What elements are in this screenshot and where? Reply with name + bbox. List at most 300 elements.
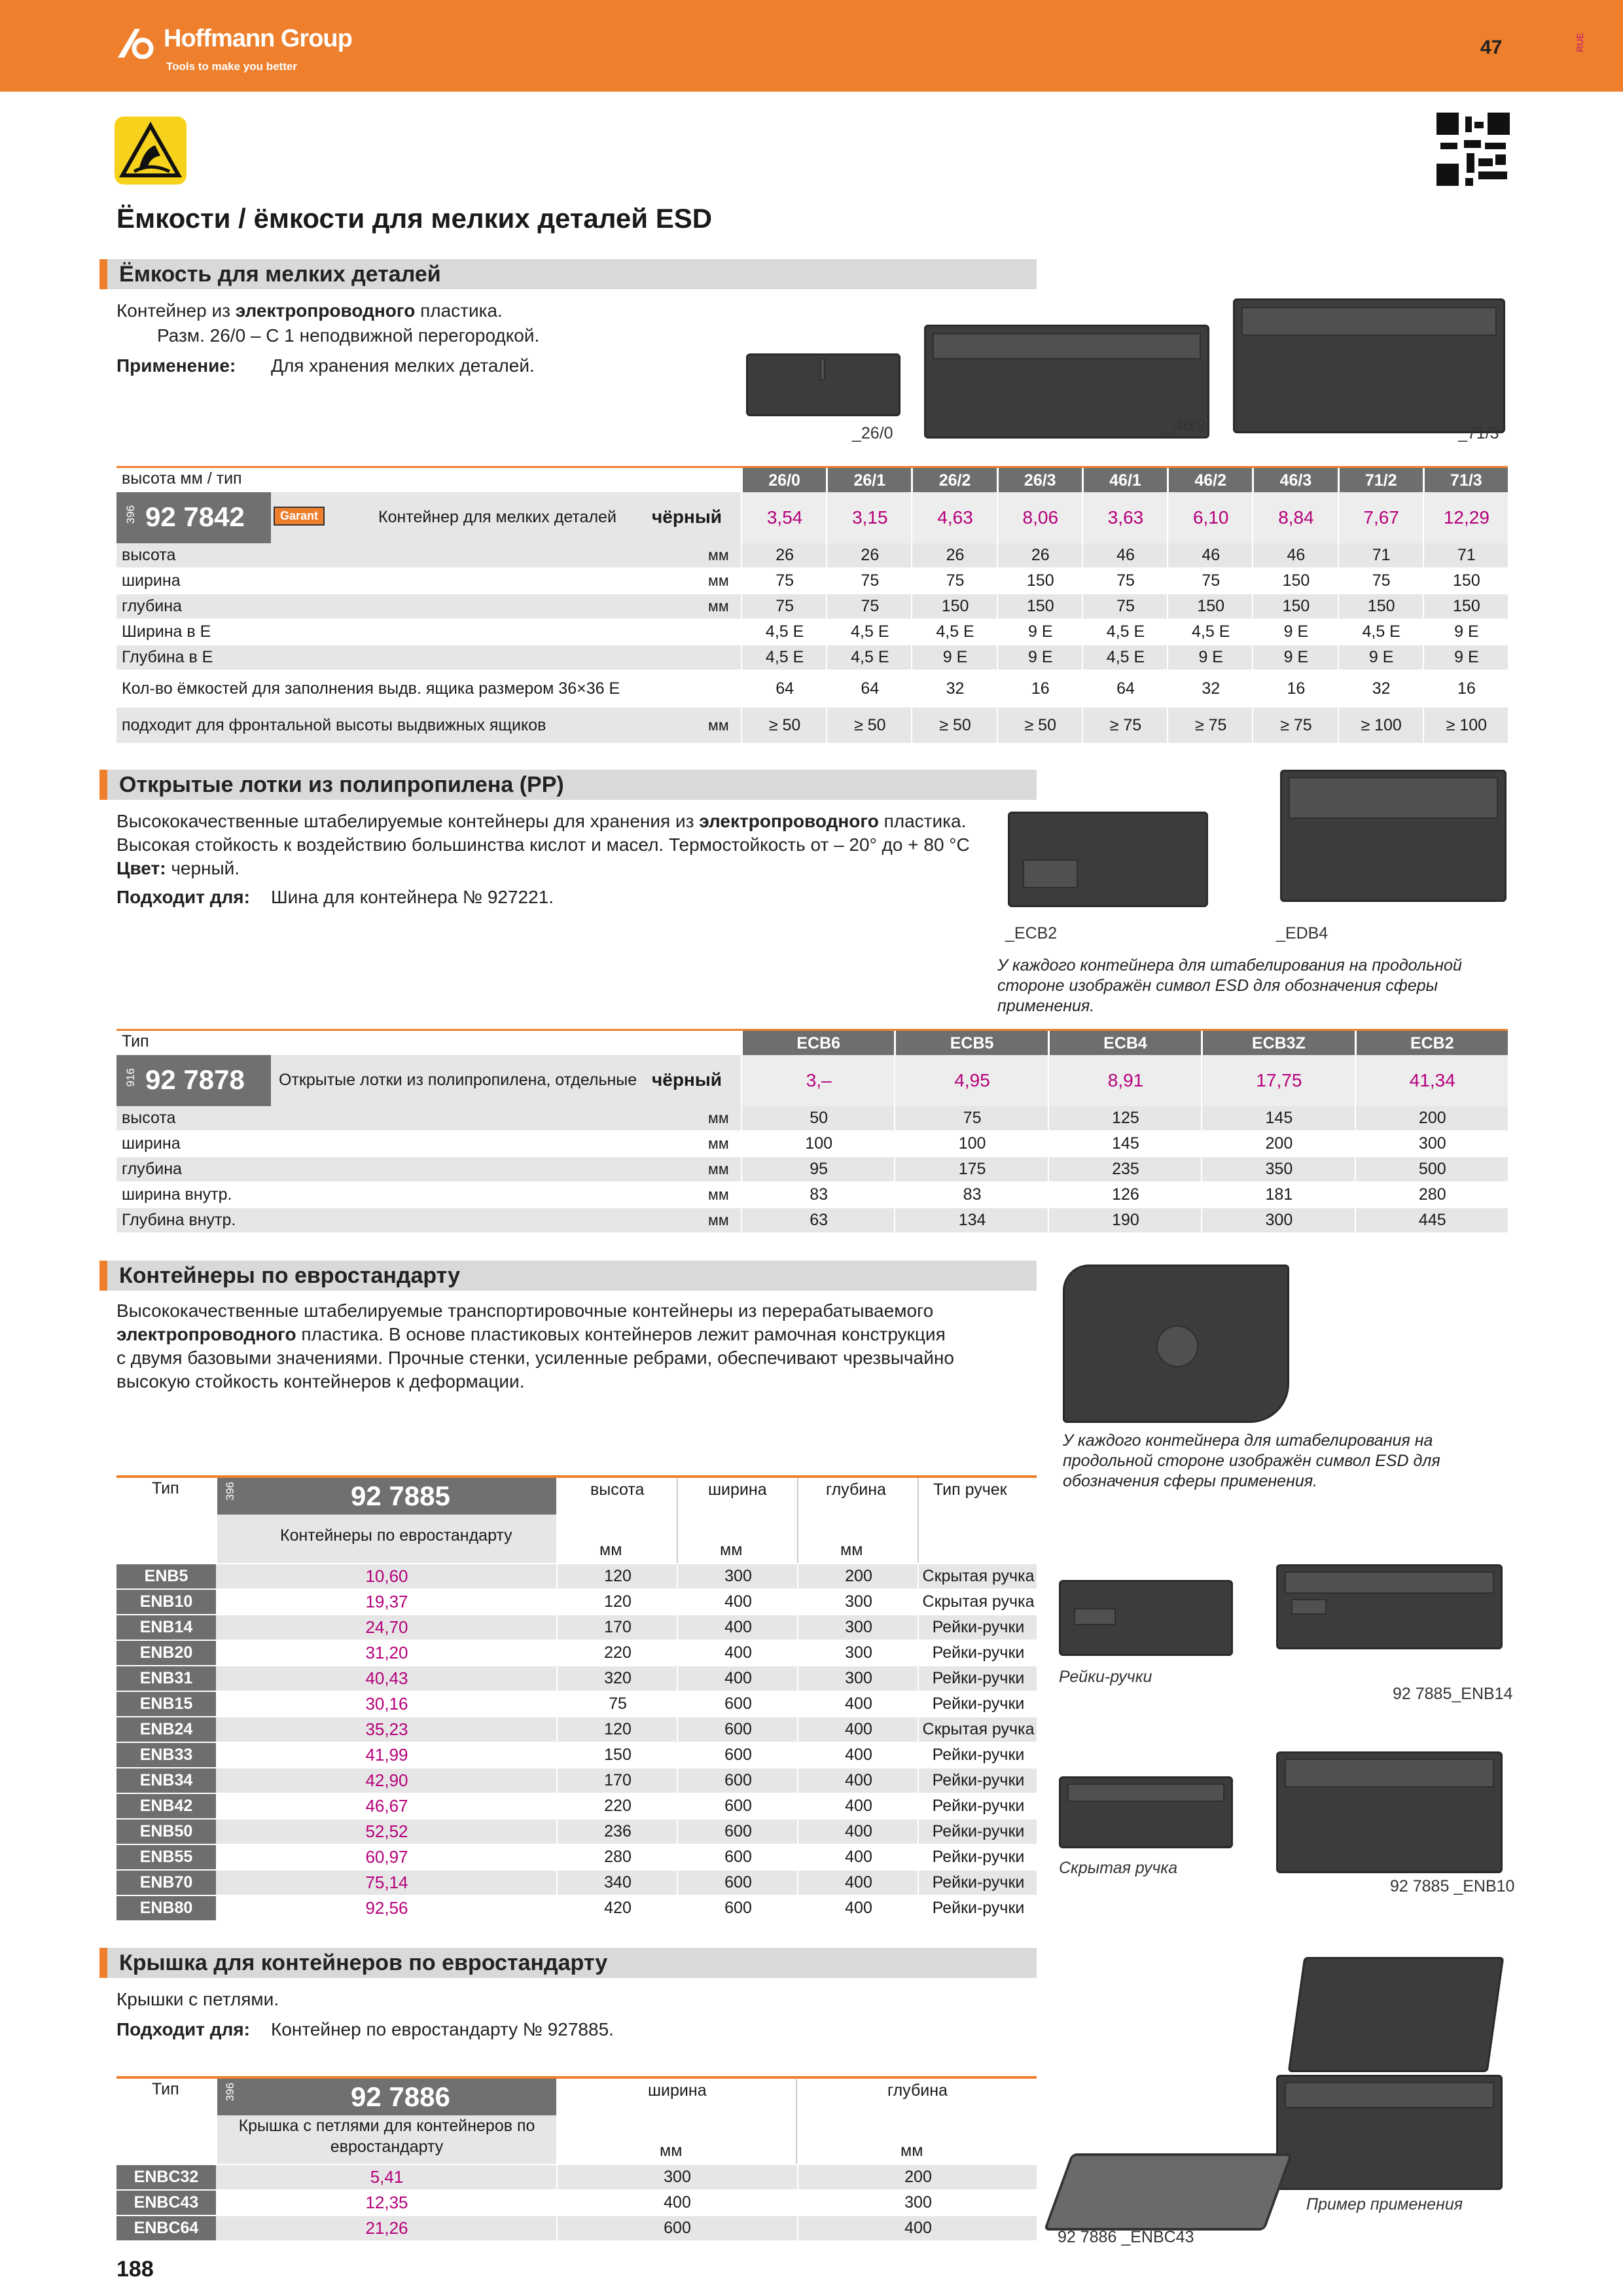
row-width: 600 — [677, 1717, 798, 1742]
caption-46-2: _46/2 — [1165, 416, 1206, 435]
code-prefix: 396 — [224, 1482, 236, 1501]
row-type: ENBC64 — [116, 2216, 216, 2240]
table-row — [116, 1564, 1037, 1588]
unit-mm: мм — [840, 1541, 863, 1559]
price-cell: 7,67 — [1338, 492, 1424, 543]
col-depth: глубина — [887, 2081, 948, 2100]
spec-row — [116, 1132, 1508, 1157]
spec-value: 9 E — [1338, 645, 1424, 670]
spec-label: высота — [122, 1109, 176, 1127]
caption-edb4: _EDB4 — [1276, 924, 1329, 942]
row-width: 300 — [677, 1564, 798, 1588]
spec-row — [116, 708, 1508, 744]
article-number: 92 7842 — [145, 501, 245, 532]
hidden-handle-image — [1059, 1776, 1233, 1848]
row-price: 5,41 — [370, 2167, 404, 2187]
row-type: ENBC43 — [116, 2191, 216, 2215]
spec-unit: мм — [708, 572, 729, 589]
spec-value: 9 E — [1423, 645, 1509, 670]
spec-unit: мм — [708, 1109, 729, 1126]
spec-value: ≥ 75 — [1252, 708, 1338, 743]
esd-warning-icon — [115, 117, 187, 185]
spec-row — [116, 1157, 1508, 1183]
spec-row — [116, 594, 1508, 620]
spec-row — [116, 543, 1508, 569]
s2-line1: Высококачественные штабелируемые контейнеры для хранения из электропроводного пластика. — [116, 811, 967, 831]
table-row — [116, 1641, 1037, 1665]
row-depth: 400 — [797, 1794, 919, 1818]
spec-value: 100 — [741, 1132, 895, 1156]
row-height: 340 — [556, 1871, 678, 1895]
spec-value: 32 — [1338, 671, 1424, 706]
spec-value: 235 — [1048, 1157, 1202, 1181]
column-header: 46/1 — [1084, 468, 1167, 493]
row-type: ENB33 — [116, 1743, 216, 1767]
spec-label: ширина — [122, 571, 181, 590]
column-header: 46/3 — [1254, 468, 1337, 493]
row-width: 600 — [556, 2216, 797, 2240]
spec-value: ≥ 100 — [1423, 708, 1509, 743]
row-width: 600 — [677, 1845, 798, 1869]
section-accent — [99, 1261, 107, 1291]
s1-line2: Разм. 26/0 – С 1 неподвижной перегородкой. — [157, 325, 540, 346]
caption-rail-handles: Рейки-ручки — [1059, 1668, 1152, 1686]
row-height: 280 — [556, 1845, 678, 1869]
eurocontainer-detail-image — [1063, 1265, 1289, 1423]
section-accent — [99, 1948, 107, 1978]
row-height: 170 — [556, 1768, 678, 1793]
row-height: 120 — [556, 1590, 678, 1614]
s2-line4-value: Шина для контейнера № 927221. — [271, 887, 554, 907]
column-header: 26/3 — [999, 468, 1082, 493]
row-depth: 200 — [797, 2165, 1038, 2189]
caption-enb10: 92 7885 _ENB10 — [1390, 1877, 1515, 1895]
spec-label: глубина — [122, 597, 182, 615]
spec-value: 181 — [1201, 1183, 1355, 1207]
col-depth: глубина — [826, 1480, 886, 1499]
spec-value: 350 — [1201, 1157, 1355, 1181]
s2-line4: Подходит для: — [116, 887, 250, 907]
row-depth: 400 — [797, 1871, 919, 1895]
col-height: высота — [590, 1480, 645, 1499]
spec-value: 75 — [1082, 594, 1168, 619]
spec-value: 64 — [741, 671, 827, 706]
spec-value: 150 — [911, 594, 997, 619]
row-type: ENB5 — [116, 1564, 216, 1588]
row-price: 92,56 — [365, 1898, 408, 1918]
caption-hidden-handle: Скрытая ручка — [1059, 1859, 1178, 1877]
page-title: Ёмкости / ёмкости для мелких деталей ESD — [116, 203, 713, 234]
spec-value: 134 — [894, 1208, 1048, 1232]
spec-value: 9 E — [1252, 620, 1338, 644]
s1-line3: Применение: — [116, 355, 236, 376]
column-header: 26/0 — [743, 468, 826, 493]
row-height: 120 — [556, 1717, 678, 1742]
language-code: RUE — [1575, 33, 1585, 52]
row-height: 220 — [556, 1641, 678, 1665]
row-width: 300 — [556, 2165, 797, 2189]
product-name: Открытые лотки из полипропилена, отдельные — [279, 1071, 637, 1089]
row-height: 170 — [556, 1615, 678, 1640]
table-row — [116, 1820, 1037, 1844]
table-row — [116, 1896, 1037, 1920]
spec-label: ширина — [122, 1134, 181, 1153]
t4-article-code — [217, 2079, 556, 2115]
spec-value: 9 E — [911, 645, 997, 670]
price-cell: 4,63 — [911, 492, 997, 543]
spec-value: 190 — [1048, 1208, 1202, 1232]
section-accent — [99, 770, 107, 800]
t3-depth-head — [797, 1478, 919, 1563]
spec-value: 445 — [1355, 1208, 1509, 1232]
row-height: 120 — [556, 1564, 678, 1588]
row-width: 600 — [677, 1820, 798, 1844]
row-depth: 300 — [797, 2191, 1038, 2215]
spec-value: 95 — [741, 1157, 895, 1181]
row-type: ENB15 — [116, 1692, 216, 1716]
spec-value: 64 — [826, 671, 912, 706]
spec-value: 200 — [1355, 1106, 1509, 1130]
row-price: 60,97 — [365, 1847, 408, 1867]
spec-value: 32 — [911, 671, 997, 706]
spec-value: 9 E — [1423, 620, 1509, 644]
t2-column-headers — [741, 1031, 1508, 1056]
row-price: 35,23 — [365, 1719, 408, 1739]
t2-prices — [741, 1055, 1508, 1106]
spec-label: высота — [122, 546, 176, 564]
row-price: 46,67 — [365, 1796, 408, 1816]
row-depth: 400 — [797, 1717, 919, 1742]
row-handle: Рейки-ручки — [918, 1845, 1038, 1869]
unit-mm: мм — [599, 1541, 622, 1559]
lid-open-image — [1288, 1957, 1505, 2072]
row-depth: 300 — [797, 1590, 919, 1614]
row-handle: Скрытая ручка — [918, 1564, 1038, 1588]
section-title: Ёмкость для мелких деталей — [119, 262, 441, 287]
row-handle: Рейки-ручки — [918, 1794, 1038, 1818]
row-price: 42,90 — [365, 1770, 408, 1790]
row-price: 24,70 — [365, 1617, 408, 1637]
spec-value: 75 — [894, 1106, 1048, 1130]
t1-header-row — [116, 466, 1508, 493]
t4-type-head — [116, 2079, 217, 2164]
article-number: 92 7886 — [351, 2081, 450, 2112]
caption-application: Пример применения — [1306, 2195, 1463, 2214]
table-row — [116, 1743, 1037, 1767]
product-name-line1: Крышка с петлями для контейнеров по — [238, 2117, 535, 2135]
row-width: 400 — [677, 1666, 798, 1691]
row-handle: Рейки-ручки — [918, 1692, 1038, 1716]
spec-value: 46 — [1082, 543, 1168, 567]
price-cell: 3,54 — [741, 492, 827, 543]
s2-line2: Высокая стойкость к воздействию большинства кислот и масел. Термостойкость от – 20° до + 80 °C — [116, 834, 970, 855]
row-handle: Рейки-ручки — [918, 1615, 1038, 1640]
spec-row — [116, 645, 1508, 671]
row-width: 400 — [677, 1615, 798, 1640]
spec-value: ≥ 50 — [826, 708, 912, 743]
page-number-bottom: 188 — [116, 2257, 154, 2282]
price-cell: 8,06 — [997, 492, 1083, 543]
spec-value: 175 — [894, 1157, 1048, 1181]
t3-handle-head — [918, 1478, 1037, 1563]
column-header: ECB5 — [896, 1031, 1047, 1056]
row-type: ENB34 — [116, 1768, 216, 1793]
spec-value: 500 — [1355, 1157, 1509, 1181]
spec-value: 63 — [741, 1208, 895, 1232]
lid-application-image — [1276, 2075, 1503, 2190]
spec-value: 9 E — [997, 645, 1083, 670]
spec-value: 150 — [1167, 594, 1253, 619]
t4-width-head — [556, 2079, 797, 2164]
spec-label: глубина — [122, 1160, 182, 1178]
row-width: 600 — [677, 1768, 798, 1793]
row-depth: 400 — [797, 1768, 919, 1793]
row-price: 21,26 — [365, 2218, 408, 2238]
spec-value: 4,5 E — [741, 620, 827, 644]
price-cell: 4,95 — [894, 1055, 1048, 1106]
spec-value: 150 — [1252, 594, 1338, 619]
row-type: ENB10 — [116, 1590, 216, 1614]
row-width: 600 — [677, 1692, 798, 1716]
section-header-lids — [99, 1948, 1037, 1978]
spec-value: 4,5 E — [826, 645, 912, 670]
spec-label: Глубина в Е — [122, 648, 213, 666]
row-type: ENB55 — [116, 1845, 216, 1869]
spec-value: 26 — [911, 543, 997, 567]
unit-mm: мм — [720, 1541, 743, 1559]
spec-unit: мм — [708, 717, 729, 734]
container-enb10-image — [1276, 1751, 1503, 1873]
spec-value: 4,5 E — [1082, 645, 1168, 670]
row-type: ENB31 — [116, 1666, 216, 1691]
column-header: 26/2 — [913, 468, 996, 493]
spec-value: ≥ 50 — [911, 708, 997, 743]
price-cell: 12,29 — [1423, 492, 1509, 543]
row-height: 220 — [556, 1794, 678, 1818]
spec-value: 9 E — [997, 620, 1083, 644]
section-title: Крышка для контейнеров по евростандарту — [119, 1950, 608, 1975]
spec-value: 75 — [826, 594, 912, 619]
t1-product-desc — [271, 492, 741, 543]
row-width: 600 — [677, 1743, 798, 1767]
t3-height-head — [556, 1478, 678, 1563]
spec-value: 83 — [894, 1183, 1048, 1207]
column-header: 46/2 — [1169, 468, 1252, 493]
spec-value: 50 — [741, 1106, 895, 1130]
spec-row — [116, 671, 1508, 708]
product-color: чёрный — [652, 507, 722, 527]
column-header: ECB6 — [743, 1031, 894, 1056]
t1-column-headers — [741, 468, 1508, 493]
section-accent — [99, 259, 107, 289]
spec-value: 75 — [1167, 569, 1253, 593]
row-depth: 300 — [797, 1615, 919, 1640]
row-depth: 400 — [797, 1845, 919, 1869]
row-width: 400 — [556, 2191, 797, 2215]
spec-label: ширина внутр. — [122, 1185, 232, 1204]
spec-value: 83 — [741, 1183, 895, 1207]
spec-value: ≥ 50 — [741, 708, 827, 743]
t1-type-label: высота мм / тип — [122, 469, 242, 488]
row-type: ENB70 — [116, 1871, 216, 1895]
row-width: 600 — [677, 1896, 798, 1920]
spec-row — [116, 1106, 1508, 1132]
spec-value: 75 — [826, 569, 912, 593]
tray-ecb2-image — [1008, 812, 1208, 907]
spec-value: 4,5 E — [1167, 620, 1253, 644]
spec-value: 4,5 E — [911, 620, 997, 644]
s2-esd-note: У каждого контейнера для штабелирования на продольной стороне изображён символ ESD для обозначения сферы применения. — [997, 956, 1462, 1015]
product-name: Контейнеры по евростандарту — [280, 1526, 512, 1545]
row-price: 41,99 — [365, 1745, 408, 1765]
s3-line3: с двумя базовыми значениями. Прочные стенки, усиленные ребрами, обеспечивают чрезвычайно — [116, 1348, 954, 1368]
t1-article-code — [116, 492, 271, 543]
spec-unit: мм — [708, 547, 729, 564]
table-row — [116, 1692, 1037, 1716]
row-price: 10,60 — [365, 1566, 408, 1586]
container-enb14-image — [1276, 1564, 1503, 1649]
spec-row — [116, 569, 1508, 594]
row-handle: Рейки-ручки — [918, 1743, 1038, 1767]
col-width: ширина — [648, 2081, 707, 2100]
spec-value: 64 — [1082, 671, 1168, 706]
esd-symbol-icon — [115, 117, 187, 185]
price-cell: 17,75 — [1201, 1055, 1355, 1106]
section-title: Открытые лотки из полипропилена (PP) — [119, 772, 564, 797]
spec-value: 280 — [1355, 1183, 1509, 1207]
row-handle: Рейки-ручки — [918, 1871, 1038, 1895]
row-depth: 300 — [797, 1641, 919, 1665]
s3-line1: Высококачественные штабелируемые транспортировочные контейнеры из перерабатываемого — [116, 1300, 934, 1321]
table-row — [116, 1615, 1037, 1640]
spec-label: Глубина внутр. — [122, 1211, 236, 1229]
spec-value: 145 — [1201, 1106, 1355, 1130]
spec-label: Кол-во ёмкостей для заполнения выдв. ящика размером 36×36 Е — [122, 679, 620, 698]
spec-value: 200 — [1201, 1132, 1355, 1156]
row-handle: Скрытая ручка — [918, 1717, 1038, 1742]
spec-value: 26 — [826, 543, 912, 567]
spec-value: 150 — [1252, 569, 1338, 593]
row-width: 600 — [677, 1871, 798, 1895]
row-height: 420 — [556, 1896, 678, 1920]
row-type: ENBC32 — [116, 2165, 216, 2189]
caption-enb14: 92 7885_ENB14 — [1393, 1685, 1513, 1703]
code-prefix: 916 — [124, 1068, 137, 1087]
spec-value: 4,5 E — [826, 620, 912, 644]
spec-row — [116, 620, 1508, 645]
t3-article-code — [217, 1478, 556, 1515]
spec-value: 75 — [1338, 569, 1424, 593]
spec-unit: мм — [708, 1186, 729, 1203]
lid-flat-image — [1044, 2153, 1293, 2231]
price-cell: 3,63 — [1082, 492, 1168, 543]
table-row — [116, 2165, 1037, 2189]
code-prefix: 396 — [124, 505, 137, 524]
price-cell: 3,– — [741, 1055, 895, 1106]
spec-value: 75 — [741, 594, 827, 619]
caption-71-3: _71/3 — [1458, 424, 1499, 442]
spec-value: 26 — [997, 543, 1083, 567]
row-type: ENB24 — [116, 1717, 216, 1742]
spec-unit: мм — [708, 1135, 729, 1152]
page-number-top: 47 — [1480, 37, 1503, 58]
spec-value: 16 — [1423, 671, 1509, 706]
unit-mm: мм — [901, 2142, 923, 2160]
row-height: 75 — [556, 1692, 678, 1716]
row-price: 12,35 — [365, 2193, 408, 2212]
caption-26-0: _26/0 — [852, 424, 893, 442]
spec-value: 32 — [1167, 671, 1253, 706]
spec-value: 145 — [1048, 1132, 1202, 1156]
price-cell: 8,84 — [1252, 492, 1338, 543]
t4-type-label: Тип — [152, 2080, 179, 2098]
spec-value: 150 — [1423, 594, 1509, 619]
s3-esd-note: У каждого контейнера для штабелирования на продольной стороне изображён символ ESD для обозначения сферы применения. — [1063, 1431, 1440, 1490]
table-row — [116, 2191, 1037, 2215]
spec-value: 71 — [1338, 543, 1424, 567]
column-header: 71/3 — [1425, 468, 1508, 493]
price-cell: 6,10 — [1167, 492, 1253, 543]
container-26-0-image — [746, 353, 901, 416]
spec-row — [116, 1183, 1508, 1208]
price-cell: 8,91 — [1048, 1055, 1202, 1106]
row-height: 320 — [556, 1666, 678, 1691]
spec-unit: мм — [708, 598, 729, 615]
qr-code-icon — [1436, 113, 1510, 186]
col-handle: Тип ручек — [933, 1480, 1007, 1499]
table-row — [116, 1666, 1037, 1691]
row-height: 236 — [556, 1820, 678, 1844]
spec-value: 26 — [741, 543, 827, 567]
row-depth: 300 — [797, 1666, 919, 1691]
spec-value: 16 — [997, 671, 1083, 706]
row-type: ENB20 — [116, 1641, 216, 1665]
spec-value: 150 — [997, 569, 1083, 593]
column-header: ECB4 — [1050, 1031, 1201, 1056]
s3-line2: электропроводного пластика. В основе пластиковых контейнеров лежит рамочная конструкция — [116, 1324, 946, 1344]
s3-line4: высокую стойкость контейнеров к деформации. — [116, 1371, 525, 1391]
row-handle: Рейки-ручки — [918, 1896, 1038, 1920]
spec-value: 71 — [1423, 543, 1509, 567]
table-row — [116, 1590, 1037, 1614]
spec-value: 150 — [997, 594, 1083, 619]
spec-value: 9 E — [1167, 645, 1253, 670]
table-row — [116, 1794, 1037, 1818]
row-depth: 200 — [797, 1564, 919, 1588]
t4-product-name — [217, 2115, 556, 2164]
row-type: ENB80 — [116, 1896, 216, 1920]
spec-row — [116, 1208, 1508, 1234]
product-color: чёрный — [652, 1069, 722, 1090]
code-prefix: 396 — [224, 2083, 236, 2102]
spec-value: 75 — [741, 569, 827, 593]
row-depth: 400 — [797, 1896, 919, 1920]
spec-label: подходит для фронтальной высоты выдвижных ящиков — [122, 716, 546, 734]
row-height: 150 — [556, 1743, 678, 1767]
spec-value: 150 — [1338, 594, 1424, 619]
s1-line1: Контейнер из электропроводного пластика. — [116, 300, 503, 321]
brand-name: Hoffmann Group — [164, 25, 352, 52]
column-header: ECB3Z — [1203, 1031, 1354, 1056]
spec-value: 300 — [1201, 1208, 1355, 1232]
spec-value: 16 — [1252, 671, 1338, 706]
spec-value: ≥ 50 — [997, 708, 1083, 743]
row-type: ENB50 — [116, 1820, 216, 1844]
spec-value: 46 — [1167, 543, 1253, 567]
t2-type-label: Тип — [122, 1032, 149, 1050]
caption-ecb2: _ECB2 — [1005, 924, 1058, 942]
spec-value: 4,5 E — [1082, 620, 1168, 644]
